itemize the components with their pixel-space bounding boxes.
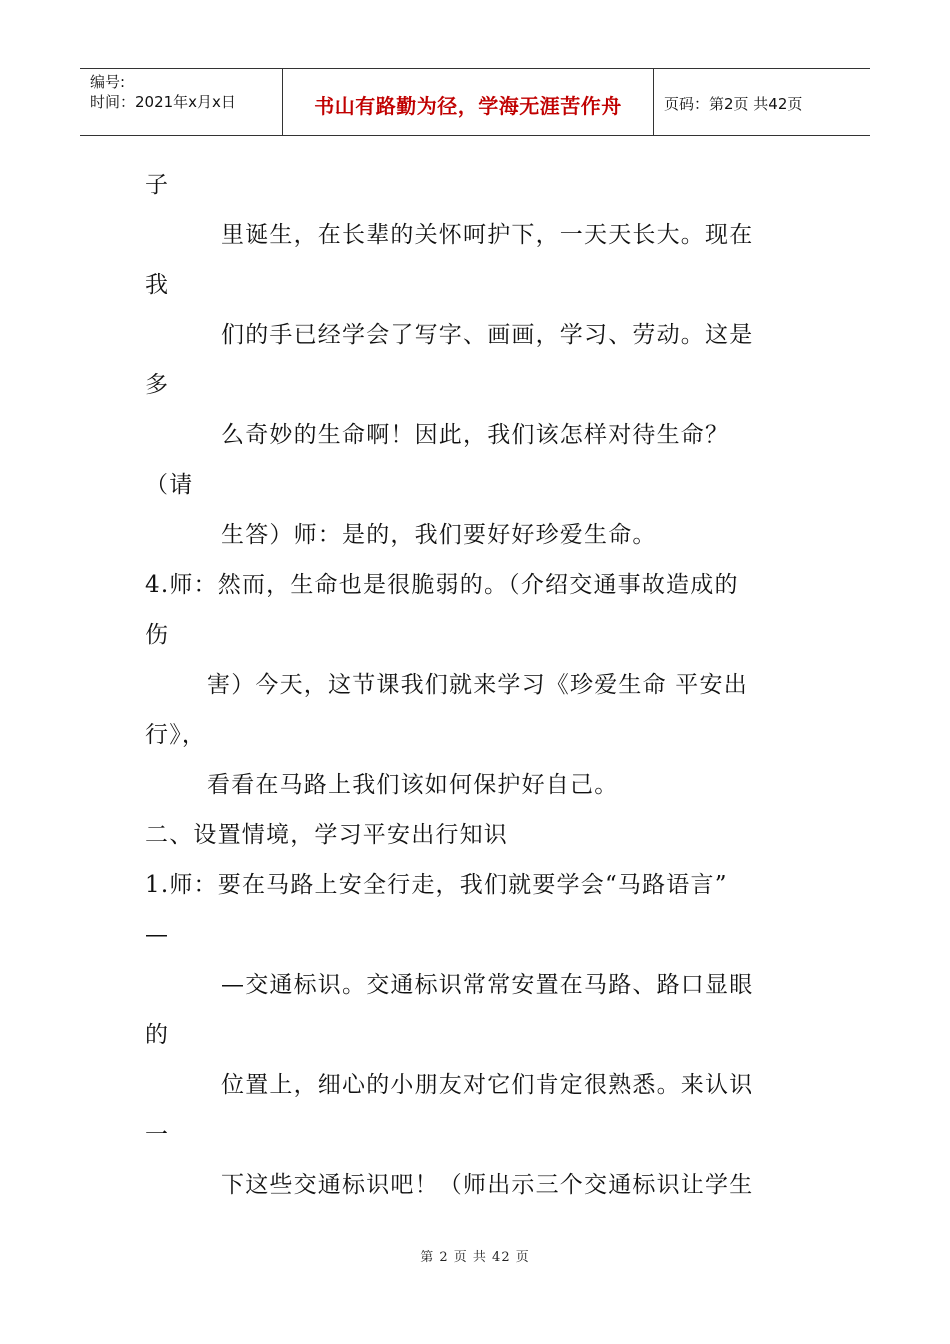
body-line: 位置上，细心的小朋友对它们肯定很熟悉。来认识 (221, 1072, 754, 1098)
body-line: （请 (145, 472, 194, 498)
body-line: 们的手已经学会了写字、画画，学习、劳动。这是 (221, 322, 754, 348)
body-line: 害）今天，这节课我们就来学习《珍爱生命 平安出 (207, 672, 748, 698)
body-line: 1.师：要在马路上安全行走，我们就要学会“马路语言” (145, 872, 728, 898)
body-line: 里诞生，在长辈的关怀呵护下，一天天长大。现在 (221, 222, 754, 248)
body-line: —交通标识。交通标识常常安置在马路、路口显眼 (221, 972, 754, 998)
body-line: — (145, 922, 170, 948)
body-line: 二、设置情境，学习平安出行知识 (145, 822, 508, 848)
body-line: 4.师：然而，生命也是很脆弱的。（介绍交通事故造成的 (145, 572, 739, 598)
body-line: 生答）师：是的，我们要好好珍爱生命。 (221, 522, 657, 548)
body-line: 多 (145, 372, 170, 398)
body-line: 伤 (145, 622, 170, 648)
body-line: 看看在马路上我们该如何保护好自己。 (207, 772, 619, 798)
document-header (80, 68, 870, 136)
page-footer: 第 2 页 共 42 页 (420, 1250, 530, 1265)
motto-text: 书山有路勤为径，学海无涯苦作舟 (314, 93, 622, 118)
page-info: 页码：第2页 共42页 (664, 95, 803, 113)
header-meta-cell (80, 69, 282, 135)
header-page-cell (654, 69, 870, 135)
body-line: 么奇妙的生命啊！因此，我们该怎样对待生命？ (221, 422, 730, 448)
time-label: 时间：2021年x月x日 (90, 93, 236, 111)
body-line: 下这些交通标识吧！（师出示三个交通标识让学生 (221, 1172, 754, 1198)
number-label: 编号: (90, 73, 126, 91)
body-line: 行》， (145, 722, 207, 748)
body-line: 的 (145, 1022, 170, 1048)
body-line: 我 (145, 272, 170, 298)
body-line: 一 (145, 1122, 170, 1148)
header-motto-cell (282, 69, 654, 135)
body-line: 子 (145, 172, 170, 198)
